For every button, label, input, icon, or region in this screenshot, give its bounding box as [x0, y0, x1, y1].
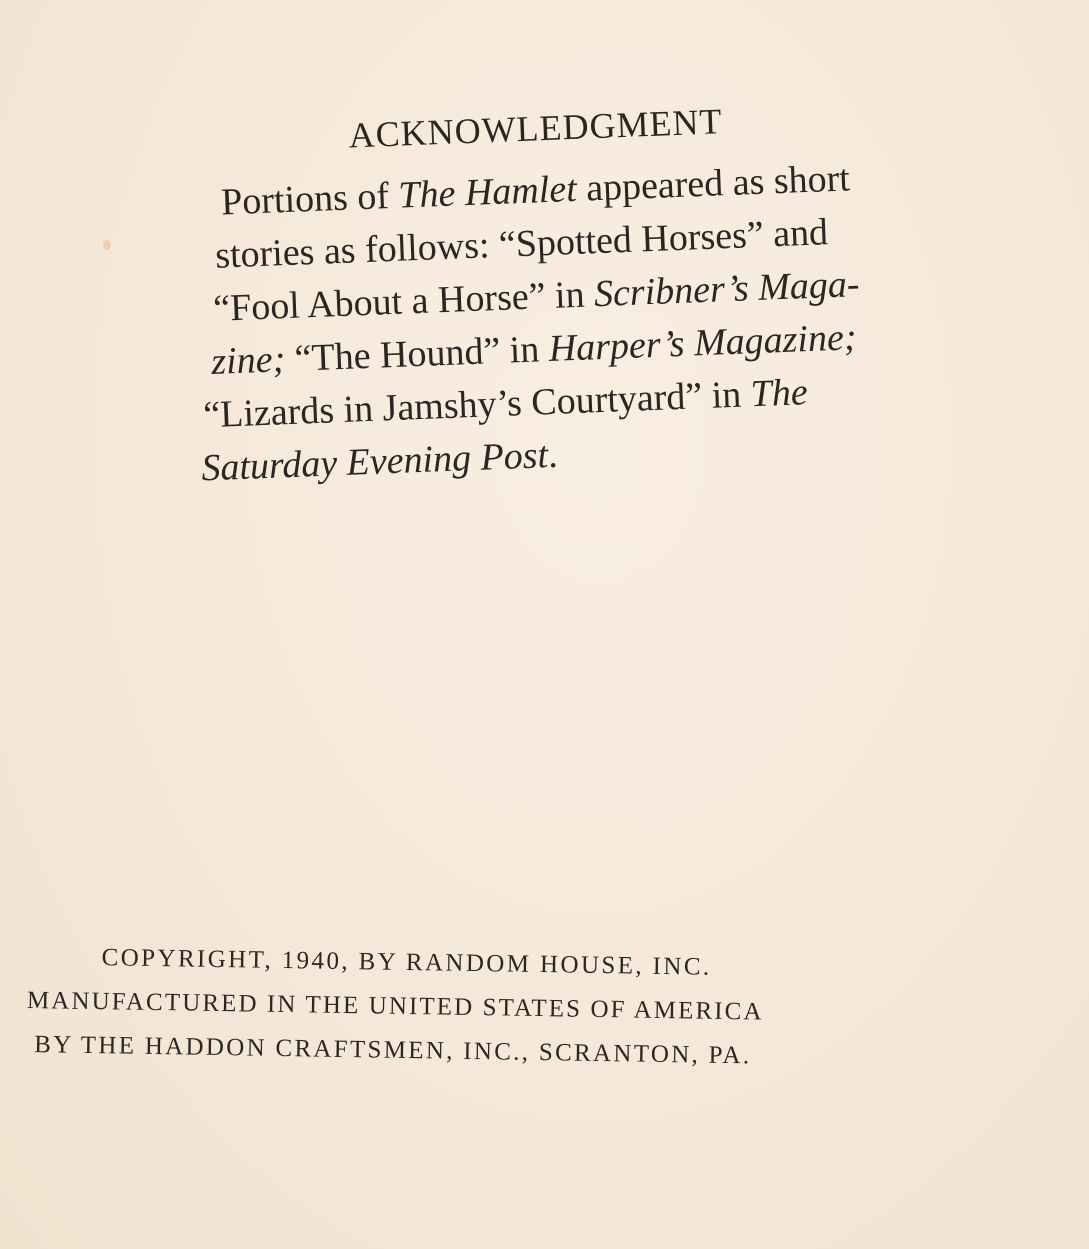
paper-stain	[103, 240, 111, 250]
printer-line: BY THE HADDON CRAFTSMEN, INC., SCRANTON, PA.	[34, 1031, 752, 1070]
italic-title-text: The Hamlet	[397, 167, 578, 217]
italic-title-text: Scribner’s Maga-	[593, 263, 861, 316]
body-text: “Lizards in Jamshy’s Courtyard” in	[202, 373, 752, 437]
body-text: “The Hound” in	[284, 328, 550, 381]
copyright-line: COPYRIGHT, 1940, BY RANDOM HOUSE, INC.	[101, 944, 712, 981]
italic-title-text: Harper’s Magazine;	[547, 316, 858, 370]
acknowledgment-title: ACKNOWLEDGMENT	[347, 101, 724, 156]
body-text: appeared as short	[575, 157, 851, 210]
body-text: “Fool About a Horse” in	[212, 273, 595, 330]
italic-title-text: The	[749, 371, 809, 416]
body-text: stories as follows: “Spotted Horses” and	[214, 211, 829, 277]
copyright-colophon	[26, 935, 988, 1082]
italic-title-text: zine;	[210, 338, 286, 383]
body-text: .	[547, 433, 559, 477]
acknowledgment-section	[180, 92, 934, 496]
body-text: Portions of	[220, 174, 400, 224]
manufactured-line: MANUFACTURED IN THE UNITED STATES OF AMERICA	[26, 986, 764, 1026]
italic-title-text: Saturday Evening Post	[200, 434, 549, 490]
